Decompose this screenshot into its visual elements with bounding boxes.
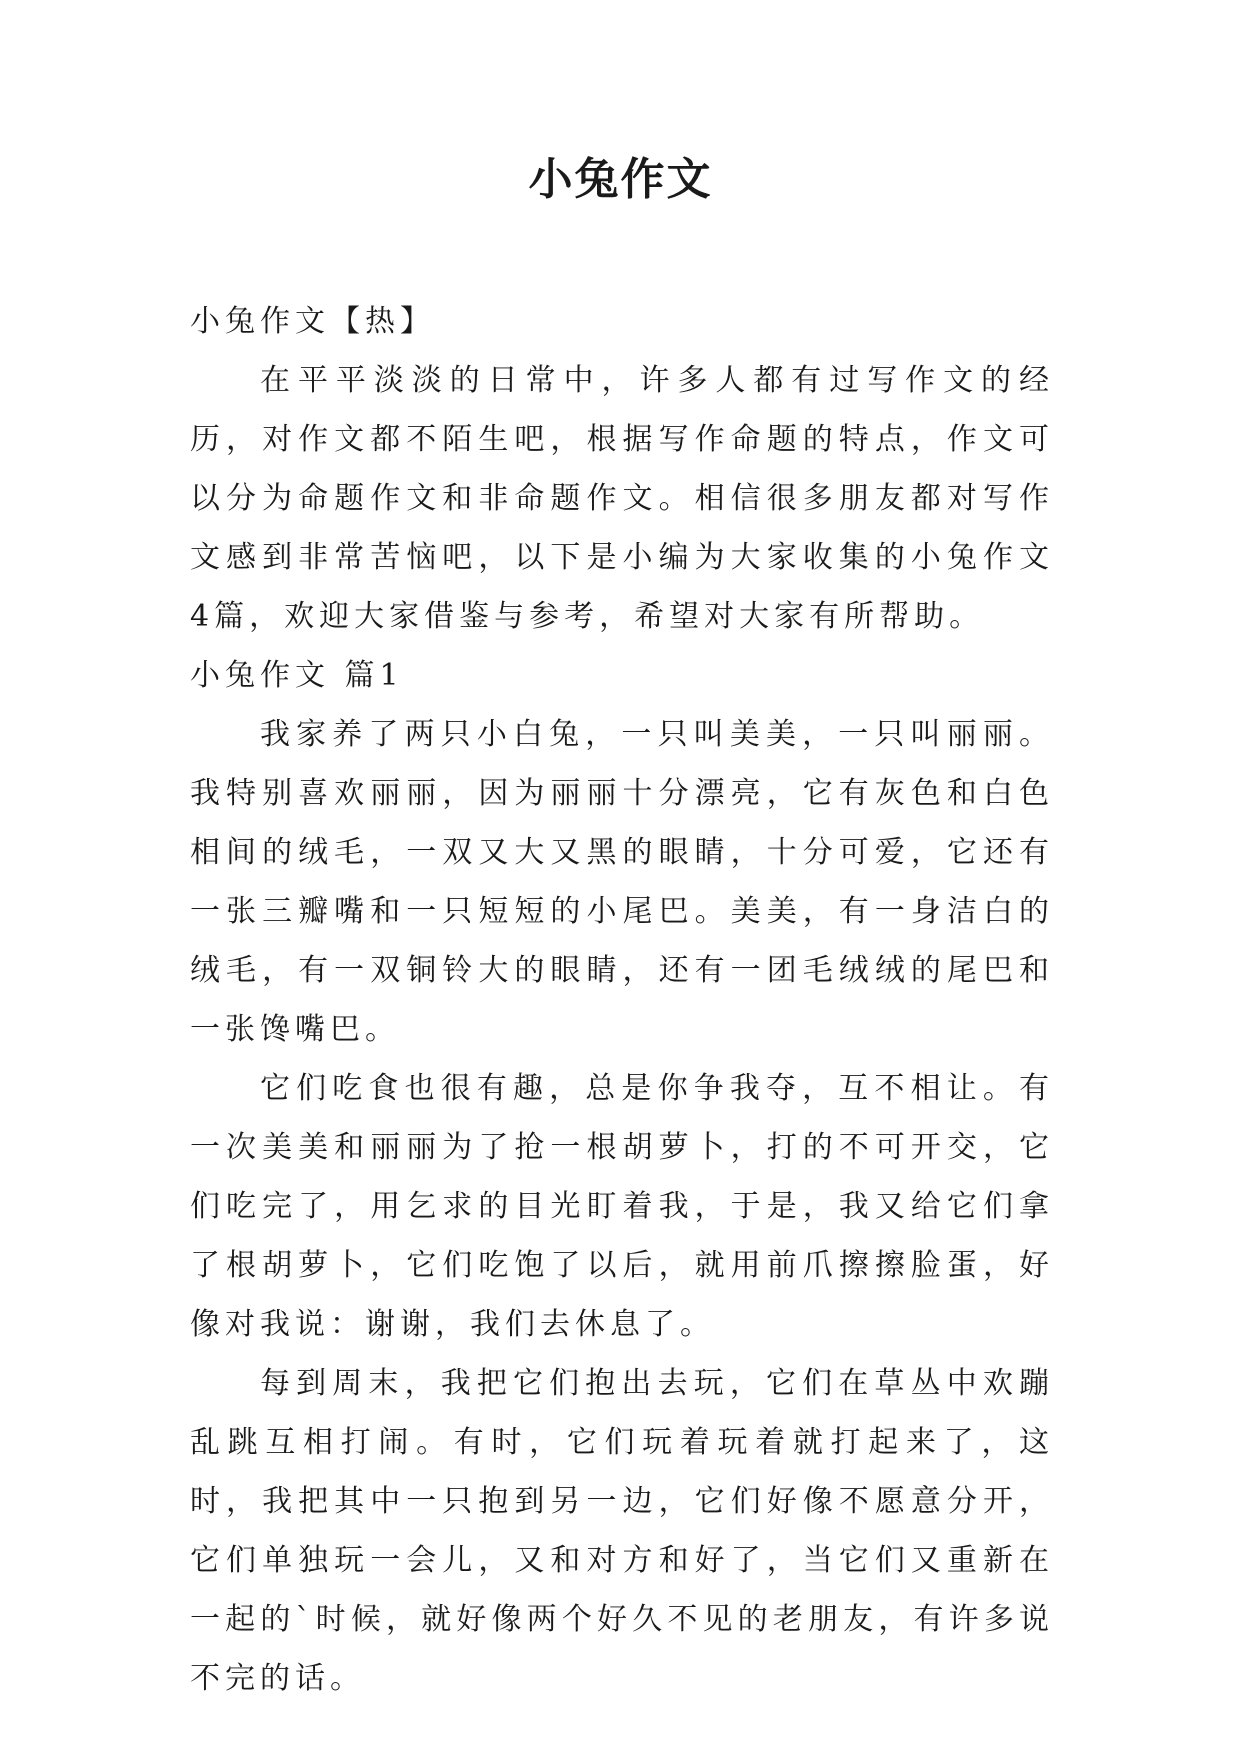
paragraph: 我家养了两只小白兔，一只叫美美，一只叫丽丽。我特别喜欢丽丽，因为丽丽十分漂亮，它有灰色和白色相间的绒毛，一双又大又黑的眼睛，十分可爱，它还有一张三瓣嘴和一只短短的小尾巴。美美，有一身洁白的绒毛，有一双铜铃大的眼睛，还有一团毛绒绒的尾巴和一张馋嘴巴。: [190, 717, 1054, 1047]
document-title: 小兔作文: [528, 154, 713, 205]
paragraph: 每到周末，我把它们抱出去玩，它们在草丛中欢蹦乱跳互相打闹。有时，它们玩着玩着就打起来了，这时，我把其中一只抱到另一边，它们好像不愿意分开，它们单独玩一会儿，又和对方和好了，当它们又重新在一起的`时候，就好像两个好久不见的老朋友，有许多说不完的话。: [190, 1366, 1054, 1696]
document-body: [190, 292, 1054, 1708]
paragraph: 在平平淡淡的日常中，许多人都有过写作文的经历，对作文都不陌生吧，根据写作命题的特点，作文可以分为命题作文和非命题作文。相信很多朋友都对写作文感到非常苦恼吧，以下是小编为大家收集的小兔作文4篇，欢迎大家借鉴与参考，希望对大家有所帮助。: [190, 363, 1054, 634]
paragraph: 它们吃食也很有趣，总是你争我夺，互不相让。有一次美美和丽丽为了抢一根胡萝卜，打的不可开交，它们吃完了，用乞求的目光盯着我，于是，我又给它们拿了根胡萝卜，它们吃饱了以后，就用前爪擦擦脸蛋，好像对我说：谢谢，我们去休息了。: [190, 1071, 1054, 1342]
section-heading: 小兔作文【热】: [190, 304, 435, 339]
section-heading: 小兔作文 篇1: [190, 658, 404, 693]
